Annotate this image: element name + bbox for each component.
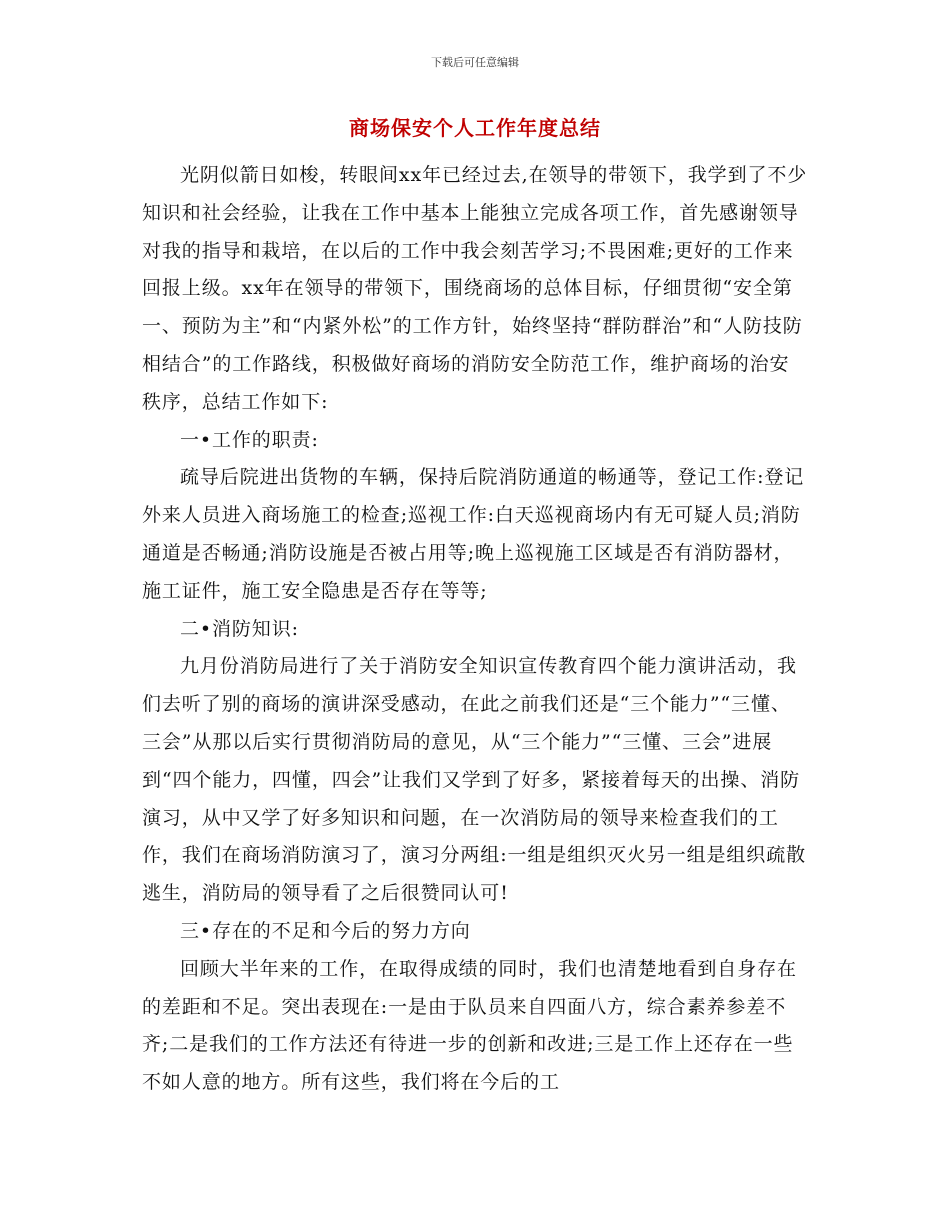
paragraph-duties: 疏导后院进出货物的车辆，保持后院消防通道的畅通等，登记工作:登记外来人员进入商场施工的检查;巡视工作:白天巡视商场内有无可疑人员;消防通道是否畅通;消防设施是否被占用等;晚上巡视施工区域是否有消防器材，施工证件，施工安全隐患是否存在等等;: [142, 466, 805, 602]
document-title: 商场保安个人工作年度总结: [349, 116, 601, 140]
section-heading-1: 一•工作的职责:: [180, 428, 319, 451]
paragraph-fire-knowledge: 九月份消防局进行了关于消防安全知识宣传教育四个能力演讲活动，我们去听了别的商场的演讲深受感动，在此之前我们还是“三个能力”“三懂、三会”从那以后实行贯彻消防局的意见，从“三个能力”“三懂、三会”进展到“四个能力，四懂，四会”让我们又学到了好多，紧接着每天的出操、消防演习，从中又学了好多知识和问题，在一次消防局的领导来检查我们的工作，我们在商场消防演习了，演习分两组:一组是组织灭火另一组是组织疏散逃生，消防局的领导看了之后很赞同认可!: [142, 655, 807, 905]
paragraph-shortcomings: 回顾大半年来的工作，在取得成绩的同时，我们也清楚地看到自身存在的差距和不足。突出表现在:一是由于队员来自四面八方，综合素养参差不齐;二是我们的工作方法还有待进一步的创新和改进;三是工作上还存在一些不如人意的地方。所有这些，我们将在今后的工: [142, 957, 797, 1094]
header-note: 下载后可任意编辑: [431, 56, 519, 69]
paragraph-intro: 光阴似箭日如梭，转眼间xx年已经过去,在领导的带领下，我学到了不少知识和社会经验，让我在工作中基本上能独立完成各项工作，首先感谢领导对我的指导和栽培，在以后的工作中我会刻苦学习;不畏困难;更好的工作来回报上级。xx年在领导的带领下，围绕商场的总体目标，仔细贯彻“安全第一、预防为主”和“内紧外松”的工作方针，始终坚持“群防群治”和“人防技防相结合”的工作路线，积极做好商场的消防安全防范工作，维护商场的治安秩序，总结工作如下:: [142, 164, 808, 413]
section-heading-3: 三•存在的不足和今后的努力方向: [180, 919, 471, 942]
document-body: [142, 157, 808, 1102]
section-heading-2: 二•消防知识:: [180, 617, 299, 640]
